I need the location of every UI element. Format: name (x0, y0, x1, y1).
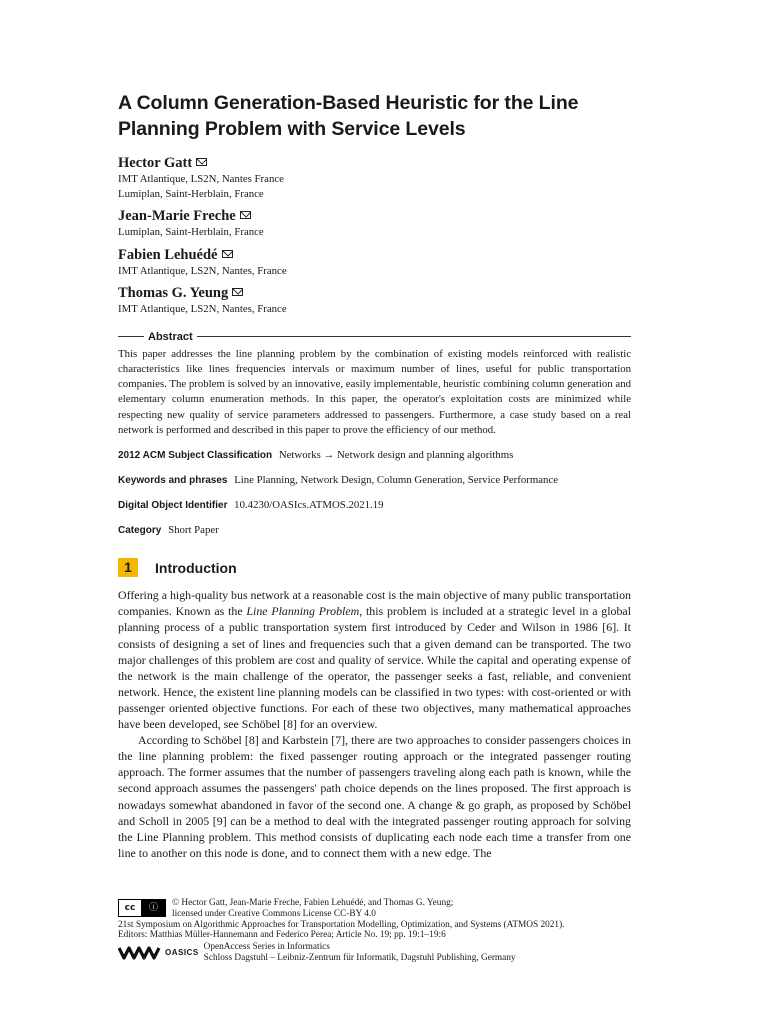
emphasis-term: Line Planning Problem (246, 604, 360, 619)
category-value: Short Paper (168, 524, 219, 537)
doi (118, 498, 631, 513)
keywords-value: Line Planning, Network Design, Column Generation, Service Performance (234, 474, 559, 487)
author-affiliation: IMT Atlantique, LS2N, Nantes, France (118, 303, 287, 315)
license-line: licensed under Creative Commons License CC-BY 4.0 (172, 908, 376, 919)
copyright-line: © Hector Gatt, Jean-Marie Freche, Fabien Lehuédé, and Thomas G. Yeung; (172, 898, 454, 908)
acm-value: Networks → Network design and planning algorithms (278, 449, 514, 462)
doi-label: Digital Object Identifier (118, 500, 228, 512)
email-icon[interactable] (240, 211, 251, 219)
publisher-row (118, 942, 631, 964)
section-heading (118, 558, 631, 577)
paragraph-text: Offering a high-quality bus network at a reasonable cost is the main objective of many public transportation companies. Known as the (118, 588, 631, 619)
category-label: Category (118, 525, 162, 537)
keywords-label: Keywords and phrases (118, 475, 228, 487)
abstract-label: Abstract (148, 330, 193, 343)
keywords (118, 473, 631, 488)
divider (197, 336, 631, 337)
page-footer (118, 898, 631, 964)
by-mark: ⓘ (142, 900, 165, 916)
abstract-heading (118, 331, 631, 343)
author-1 (118, 154, 631, 201)
author-affiliation: IMT Atlantique, LS2N, Nantes, France (118, 264, 287, 277)
paragraph-2: According to Schöbel [8] and Karbstein [7], there are two approaches to consider passengers choices in the line planning problem: the fixed passenger routing approach or the integrated passenger routing approach. The former assumes that the number of passengers traveling along each path is known, while the second approach assumes the passengers' path choice depends on the lines proposed. The first approach is nowadays somewhat abandoned in favor of the second one. A change & go graph, as proposed by Schöbel and Scholl in 2005 [9] can be a method to deal with the integrated passenger routing approach for solving the Line Planning problem. This method consists of duplicating each node each time a transfer from one line to another on this node is done, and to connect them with a new edge. The (118, 733, 631, 860)
author-affiliation: Lumiplan, Saint-Herblain, France (118, 187, 264, 200)
section-number: 1 (118, 558, 138, 577)
author-3 (118, 246, 631, 279)
category (118, 523, 631, 538)
publisher-line: Schloss Dagstuhl – Leibniz-Zentrum für Informatik, Dagstuhl Publishing, Germany (203, 952, 516, 963)
section-title: Introduction (155, 559, 237, 576)
oasics-wave-icon (118, 945, 162, 961)
author-name: Thomas G. Yeung (118, 285, 229, 301)
divider (118, 336, 144, 337)
oasics-wordmark: OASICS (165, 947, 199, 957)
author-affiliation: IMT Atlantique, LS2N, Nantes France (118, 173, 284, 185)
editors-line: Editors: Matthias Müller-Hannemann and Federico Perea; Article No. 19; pp. 19:1–19:6 (118, 930, 446, 941)
cc-mark: cc (119, 900, 142, 916)
author-4 (118, 284, 631, 317)
paper-title: A Column Generation-Based Heuristic for the Line Planning Problem with Service Levels (118, 92, 579, 140)
cc-license-icon (118, 899, 166, 917)
email-icon[interactable] (196, 158, 207, 166)
author-name: Fabien Lehuédé (118, 246, 218, 263)
doi-value[interactable]: 10.4230/OASIcs.ATMOS.2021.19 (234, 499, 384, 512)
author-affiliation: Lumiplan, Saint-Herblain, France (118, 226, 264, 238)
author-name: Hector Gatt (118, 155, 193, 171)
author-2 (118, 207, 631, 240)
symposium-line: 21st Symposium on Algorithmic Approaches for Transportation Modelling, Optimization, and Systems (ATMOS 2021). (118, 919, 565, 930)
abstract-text: This paper addresses the line planning problem by the combination of existing models reinforced with realistic characteristics like lines frequencies intervals or maximum number of lines, useful for public transportation companies. The problem is solved by an innovative, easily implementable, heuristic combining column generation and elementary column enumeration methods. In this paper, the operator's exploitation costs are minimized while respecting new quality of service parameters addressed to passengers. Furthermore, a case study based on a real network is performed and described in this paper to prove the efficiency of our method. (118, 347, 631, 436)
email-icon[interactable] (232, 288, 243, 296)
paper-page (118, 90, 631, 861)
acm-classification (118, 448, 631, 463)
oasics-logo-icon (118, 945, 199, 961)
author-name: Jean-Marie Freche (118, 208, 236, 224)
paragraph-1 (118, 587, 631, 732)
license-row (118, 898, 631, 920)
series-line: OpenAccess Series in Informatics (203, 942, 330, 953)
email-icon[interactable] (222, 250, 233, 258)
acm-label: 2012 ACM Subject Classification (118, 450, 273, 462)
paragraph-text: , this problem is included at a strategic level in a global planning process of a public transportation system first introduced by Ceder and Wilson in 1986 [6]. It consists of designing a set of lines and frequencies such that a given demand can be transported. The two major challenges of this problem are cost and quality of service. While the capital and operating expense of the network is the main challenge of the operator, the passenger seeks a fast, reliable, and convenient network. Hence, the existent line planning models can be classified in two types: with cost-oriented or with passenger oriented objective functions. For each of these two objectives, many mathematical approaches have been developed, see Schöbel [8] for an overview. (118, 604, 632, 732)
